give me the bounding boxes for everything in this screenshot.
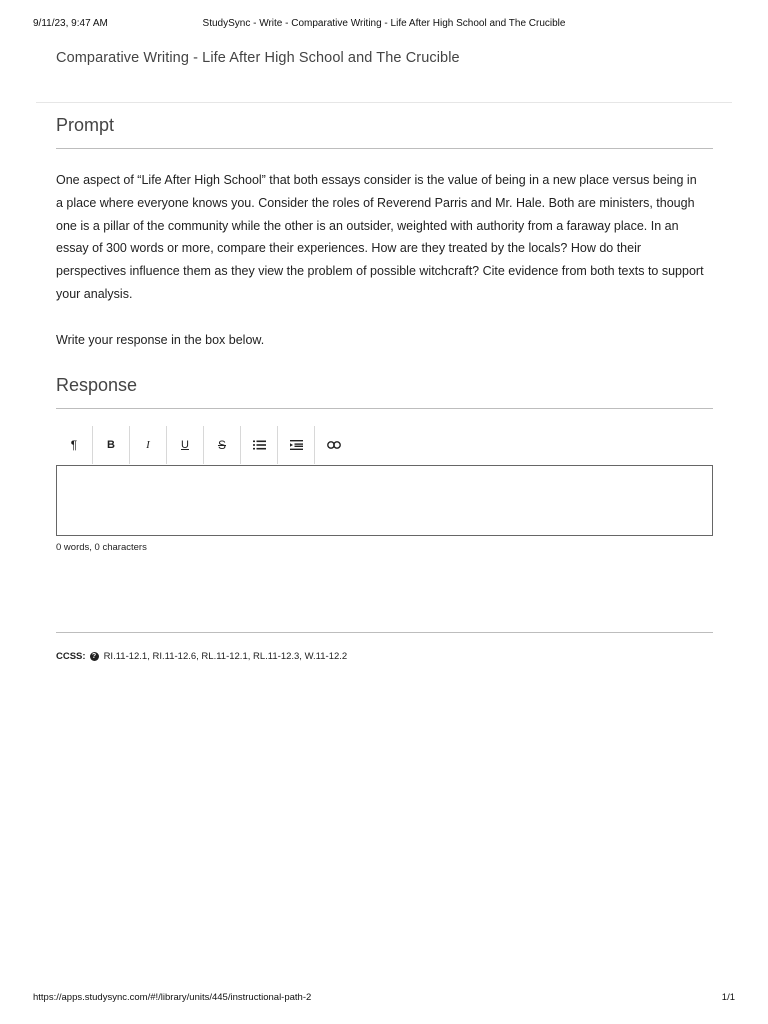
assignment-title: Comparative Writing - Life After High School and The Crucible xyxy=(56,50,460,66)
indent-button[interactable] xyxy=(278,426,315,464)
top-divider xyxy=(36,102,732,103)
print-url: https://apps.studysync.com/#!/library/units/445/instructional-path-2 xyxy=(33,992,312,1003)
word-character-count: 0 words, 0 characters xyxy=(56,542,147,553)
bulleted-list-button[interactable] xyxy=(241,426,278,464)
italic-icon: I xyxy=(146,439,150,451)
response-heading: Response xyxy=(56,375,138,395)
prompt-instruction: Write your response in the box below. xyxy=(56,333,265,347)
print-document-title: StudySync - Write - Comparative Writing - Life After High School and The Crucible xyxy=(202,18,566,29)
ccss-standard-codes: RI.11-12.1, RI.11-12.6, RL.11-12.1, RL.11-12.3, W.11-12.2 xyxy=(103,651,348,662)
ccss-label: CCSS: xyxy=(56,651,86,662)
prompt-divider xyxy=(56,148,713,149)
strikethrough-button[interactable] xyxy=(204,426,241,464)
link-button[interactable] xyxy=(315,426,352,464)
bulleted-list-icon xyxy=(253,440,266,450)
response-divider xyxy=(56,408,713,409)
bold-button[interactable] xyxy=(93,426,130,464)
indent-icon xyxy=(290,440,303,450)
ccss-standards xyxy=(56,651,347,662)
italic-button[interactable] xyxy=(130,426,167,464)
paragraph-icon: ¶ xyxy=(70,438,78,452)
prompt-text: One aspect of “Life After High School” that both essays consider is the value of being in a new place versus being in a place where everyone knows you. Consider the roles of Reverend Parris and Mr. Hale. Both are ministers, though one is a pillar of the community while the other is an outsider, weighted with authority from a faraway place. In an essay of 300 words or more, compare their experiences. How are they treated by the locals? How do their perspectives influence them as they view the problem of possible witchcraft? Cite evidence from both texts to support your analysis. xyxy=(56,173,704,301)
paragraph-format-button[interactable] xyxy=(56,426,93,464)
page-number: 1/1 xyxy=(721,992,735,1003)
ccss-divider xyxy=(56,632,713,633)
underline-button[interactable] xyxy=(167,426,204,464)
link-icon xyxy=(327,441,341,449)
info-icon[interactable]: ? xyxy=(90,652,99,661)
bold-icon: B xyxy=(107,439,115,451)
underline-icon: U xyxy=(181,439,189,451)
print-date: 9/11/23, 9:47 AM xyxy=(33,18,108,29)
response-editor[interactable] xyxy=(56,465,713,536)
prompt-heading: Prompt xyxy=(56,115,115,135)
editor-toolbar xyxy=(56,426,352,464)
strikethrough-icon: S xyxy=(217,438,226,452)
